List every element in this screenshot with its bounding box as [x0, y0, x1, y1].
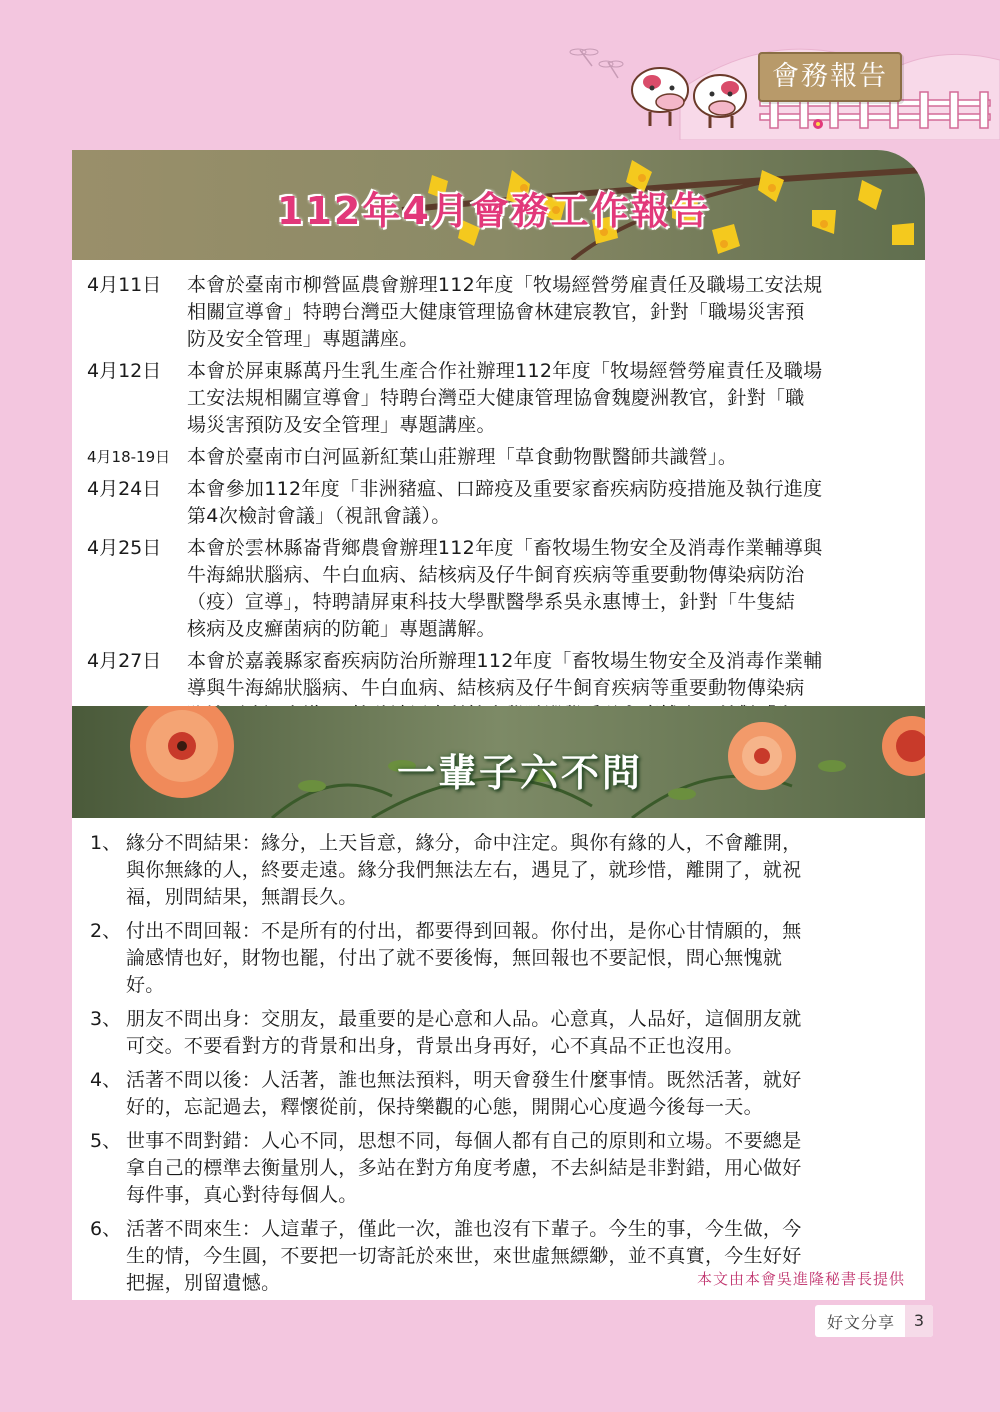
report-line: 工安法規相關宣導會」特聘台灣亞大健康管理協會魏慶洲教官，針對「職 [187, 387, 805, 409]
essay-line: 好。 [126, 974, 165, 996]
report-item [87, 272, 912, 353]
essay-number: 2、 [90, 920, 122, 942]
content-panel [72, 150, 925, 1300]
report-banner [72, 150, 925, 260]
essay-item [90, 1006, 910, 1060]
report-line: 本會參加112年度「非洲豬瘟、口蹄疫及重要家畜疾病防疫措施及執行進度 [187, 478, 823, 500]
essay-item [90, 1128, 910, 1209]
essay-number: 6、 [90, 1218, 122, 1240]
essay-line: 朋友不問出身：交朋友，最重要的是心意和人品。心意真，人品好，這個朋友就 [126, 1008, 802, 1030]
essay-number: 1、 [90, 832, 122, 854]
essay-number: 5、 [90, 1130, 122, 1152]
essay-line: 付出不問回報：不是所有的付出，都要得到回報。你付出，是你心甘情願的，無 [126, 920, 802, 942]
report-line: 場災害預防及安全管理」專題講座。 [187, 414, 496, 436]
trumpet-flower-icon [728, 722, 796, 790]
report-text [187, 476, 912, 530]
essay-line: 活著不問來生：人這輩子，僅此一次，誰也沒有下輩子。今生的事，今生做，今 [126, 1218, 802, 1240]
report-item [87, 535, 912, 643]
report-item [87, 476, 912, 530]
essay-line: 與你無緣的人，終要走遠。緣分我們無法左右，遇見了，就珍惜，離開了，就祝 [126, 859, 802, 881]
essay-line: 每件事，真心對待每個人。 [126, 1184, 358, 1206]
report-line: 第4次檢討會議」（視訊會議）。 [187, 505, 451, 527]
report-line: 相關宣導會」特聘台灣亞大健康管理協會林建宸教官，針對「職場災害預 [187, 301, 805, 323]
report-text [187, 444, 912, 471]
report-date: 4月27日 [87, 650, 162, 672]
essay-credit: 本文由本會吳進隆秘書長提供 [696, 1270, 905, 1288]
essay-number: 3、 [90, 1008, 122, 1030]
report-date: 4月25日 [87, 537, 162, 559]
report-line: 牛海綿狀腦病、牛白血病、結核病及仔牛飼育疾病等重要動物傳染病防治 [187, 564, 805, 586]
essay-line: 生的情，今生圓，不要把一切寄託於來世，來世虛無縹緲，並不真實，今生好好 [126, 1245, 802, 1267]
essay-line: 世事不問對錯：人心不同，思想不同，每個人都有自己的原則和立場。不要總是 [126, 1130, 802, 1152]
flower-icon [813, 119, 823, 129]
report-date: 4月24日 [87, 478, 162, 500]
report-line: 防及安全管理」專題講座。 [187, 328, 419, 350]
essay-line: 可交。不要看對方的背景和出身，背景出身再好，心不真品不正也沒用。 [126, 1035, 744, 1057]
essay-line: 活著不問以後：人活著，誰也無法預料，明天會發生什麼事情。既然活著，就好 [126, 1069, 802, 1091]
essay-banner [72, 706, 925, 818]
essay-title: 一輩子六不問 [397, 751, 644, 795]
report-item [87, 358, 912, 439]
footer-section-label: 好文分享 [827, 1312, 896, 1332]
report-line: 本會於雲林縣崙背鄉農會辦理112年度「畜牧場生物安全及消毒作業輔導與 [187, 537, 823, 559]
page-footer-tab [815, 1305, 933, 1337]
essay-number: 4、 [90, 1069, 122, 1091]
essay-line: 把握，別留遺憾。 [126, 1272, 281, 1294]
essay-item [90, 1067, 910, 1121]
report-line: 本會於臺南市白河區新紅葉山莊辦理「草食動物獸醫師共識營」。 [187, 446, 738, 468]
report-line: 本會於嘉義縣家畜疾病防治所辦理112年度「畜牧場生物安全及消毒作業輔 [187, 650, 823, 672]
report-line: 本會於屏東縣萬丹生乳生產合作社辦理112年度「牧場經營勞雇責任及職場 [187, 360, 823, 382]
section-tag: 會務報告 [758, 52, 902, 102]
report-line: （疫）宣導」，特聘請屏東科技大學獸醫學系吳永惠博士，針對「牛隻結 [187, 591, 796, 613]
essay-line: 拿自己的標準去衡量別人，多站在對方角度考慮，不去糾結是非對錯，用心做好 [126, 1157, 802, 1179]
report-date: 4月11日 [87, 274, 162, 296]
essay-item [90, 918, 910, 999]
essay-line: 好的，忘記過去，釋懷從前，保持樂觀的心態，開開心心度過今後每一天。 [126, 1096, 763, 1118]
dragonfly-icon [570, 49, 598, 66]
essay-text [126, 1006, 910, 1060]
essay-text [126, 918, 910, 999]
report-title: 112年4月會務工作報告 [277, 189, 711, 233]
essay-item [90, 830, 910, 911]
essay-text [126, 1128, 910, 1209]
report-line: 本會於臺南市柳營區農會辦理112年度「牧場經營勞雇責任及職場工安法規 [187, 274, 823, 296]
report-text [187, 358, 912, 439]
essay-list [90, 830, 910, 1300]
report-item [87, 444, 912, 471]
report-line: 核病及皮癬菌病的防範」專題講解。 [187, 618, 496, 640]
essay-text [126, 830, 910, 911]
report-date: 4月12日 [87, 360, 162, 382]
dragonfly-icon [599, 61, 623, 78]
report-list [87, 272, 912, 761]
report-line: 導與牛海綿狀腦病、牛白血病、結核病及仔牛飼育疾病等重要動物傳染病 [187, 677, 805, 699]
page-number: 3 [905, 1305, 933, 1337]
report-date: 4月18-19日 [87, 448, 171, 466]
essay-line: 論感情也好，財物也罷，付出了就不要後悔，無回報也不要記恨，問心無愧就 [126, 947, 783, 969]
essay-line: 福，別問結果，無謂長久。 [126, 886, 358, 908]
essay-text [126, 1067, 910, 1121]
essay-line: 緣分不問結果：緣分，上天旨意，緣分，命中注定。與你有緣的人，不會離開， [126, 832, 802, 854]
report-text [187, 272, 912, 353]
report-text [187, 535, 912, 643]
